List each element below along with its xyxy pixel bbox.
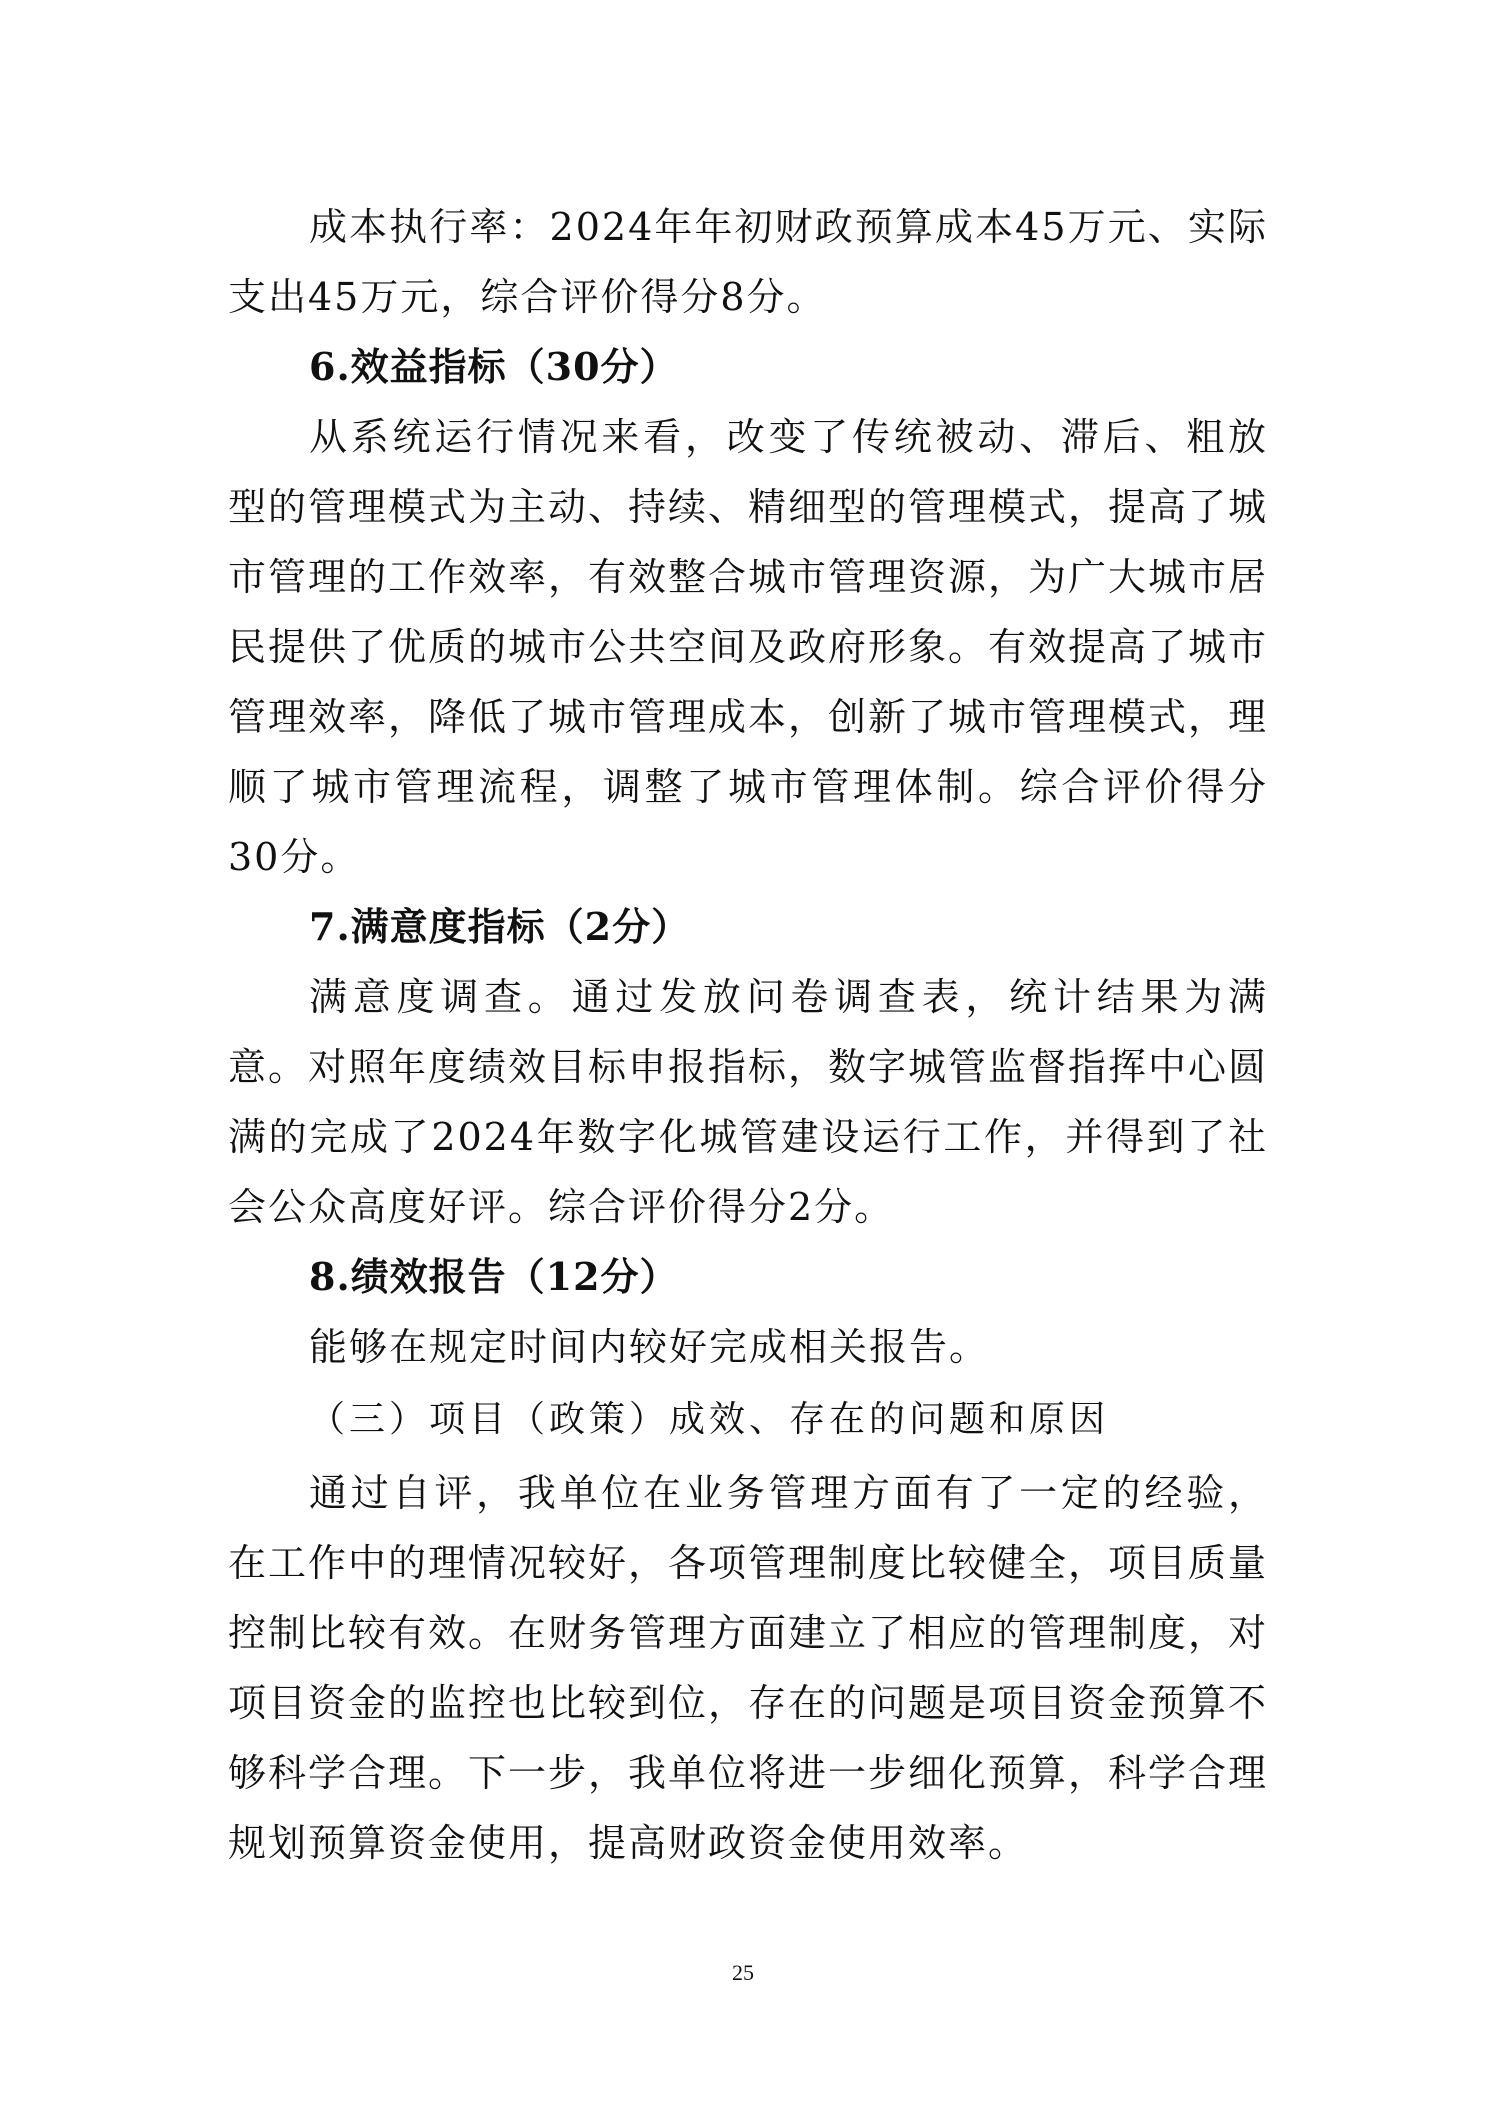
heading-satisfaction-indicator: 7.满意度指标（2分）	[309, 904, 691, 949]
heading-results-issues: （三）项目（政策）成效、存在的问题和原因	[309, 1399, 1110, 1440]
heading-benefit-indicator: 6.效益指标（30分）	[309, 344, 679, 389]
document-body	[228, 192, 1268, 1878]
paragraph-benefit: 从系统运行情况来看，改变了传统被动、滞后、粗放型的管理模式为主动、持续、精细型的管理模式，提高了城市管理的工作效率，有效整合城市管理资源，为广大城市居民提供了优质的城市公共空间及政府形象。有效提高了城市管理效率，降低了城市管理成本，创新了城市管理模式，理顺了城市管理流程，调整了城市管理体制。综合评价得分30分。	[228, 415, 1269, 879]
heading-performance-report: 8.绩效报告（12分）	[309, 1254, 679, 1299]
paragraph-evaluation: 通过自评，我单位在业务管理方面有了一定的经验，在工作中的理情况较好，各项管理制度比较健全，项目质量控制比较有效。在财务管理方面建立了相应的管理制度，对项目资金的监控也比较到位，存在的问题是项目资金预算不够科学合理。下一步，我单位将进一步细化预算，科学合理规划预算资金使用，提高财政资金使用效率。	[228, 1471, 1269, 1865]
paragraph-satisfaction: 满意度调查。通过发放问卷调查表，统计结果为满意。对照年度绩效目标申报指标，数字城管监督指挥中心圆满的完成了2024年数字化城管建设运行工作，并得到了社会公众高度好评。综合评价得分2分。	[228, 975, 1269, 1229]
paragraph-cost-execution: 成本执行率：2024年年初财政预算成本45万元、实际支出45万元，综合评价得分8分。	[228, 205, 1268, 319]
paragraph-report: 能够在规定时间内较好完成相关报告。	[309, 1325, 990, 1369]
page-number: 25	[732, 1960, 754, 1985]
